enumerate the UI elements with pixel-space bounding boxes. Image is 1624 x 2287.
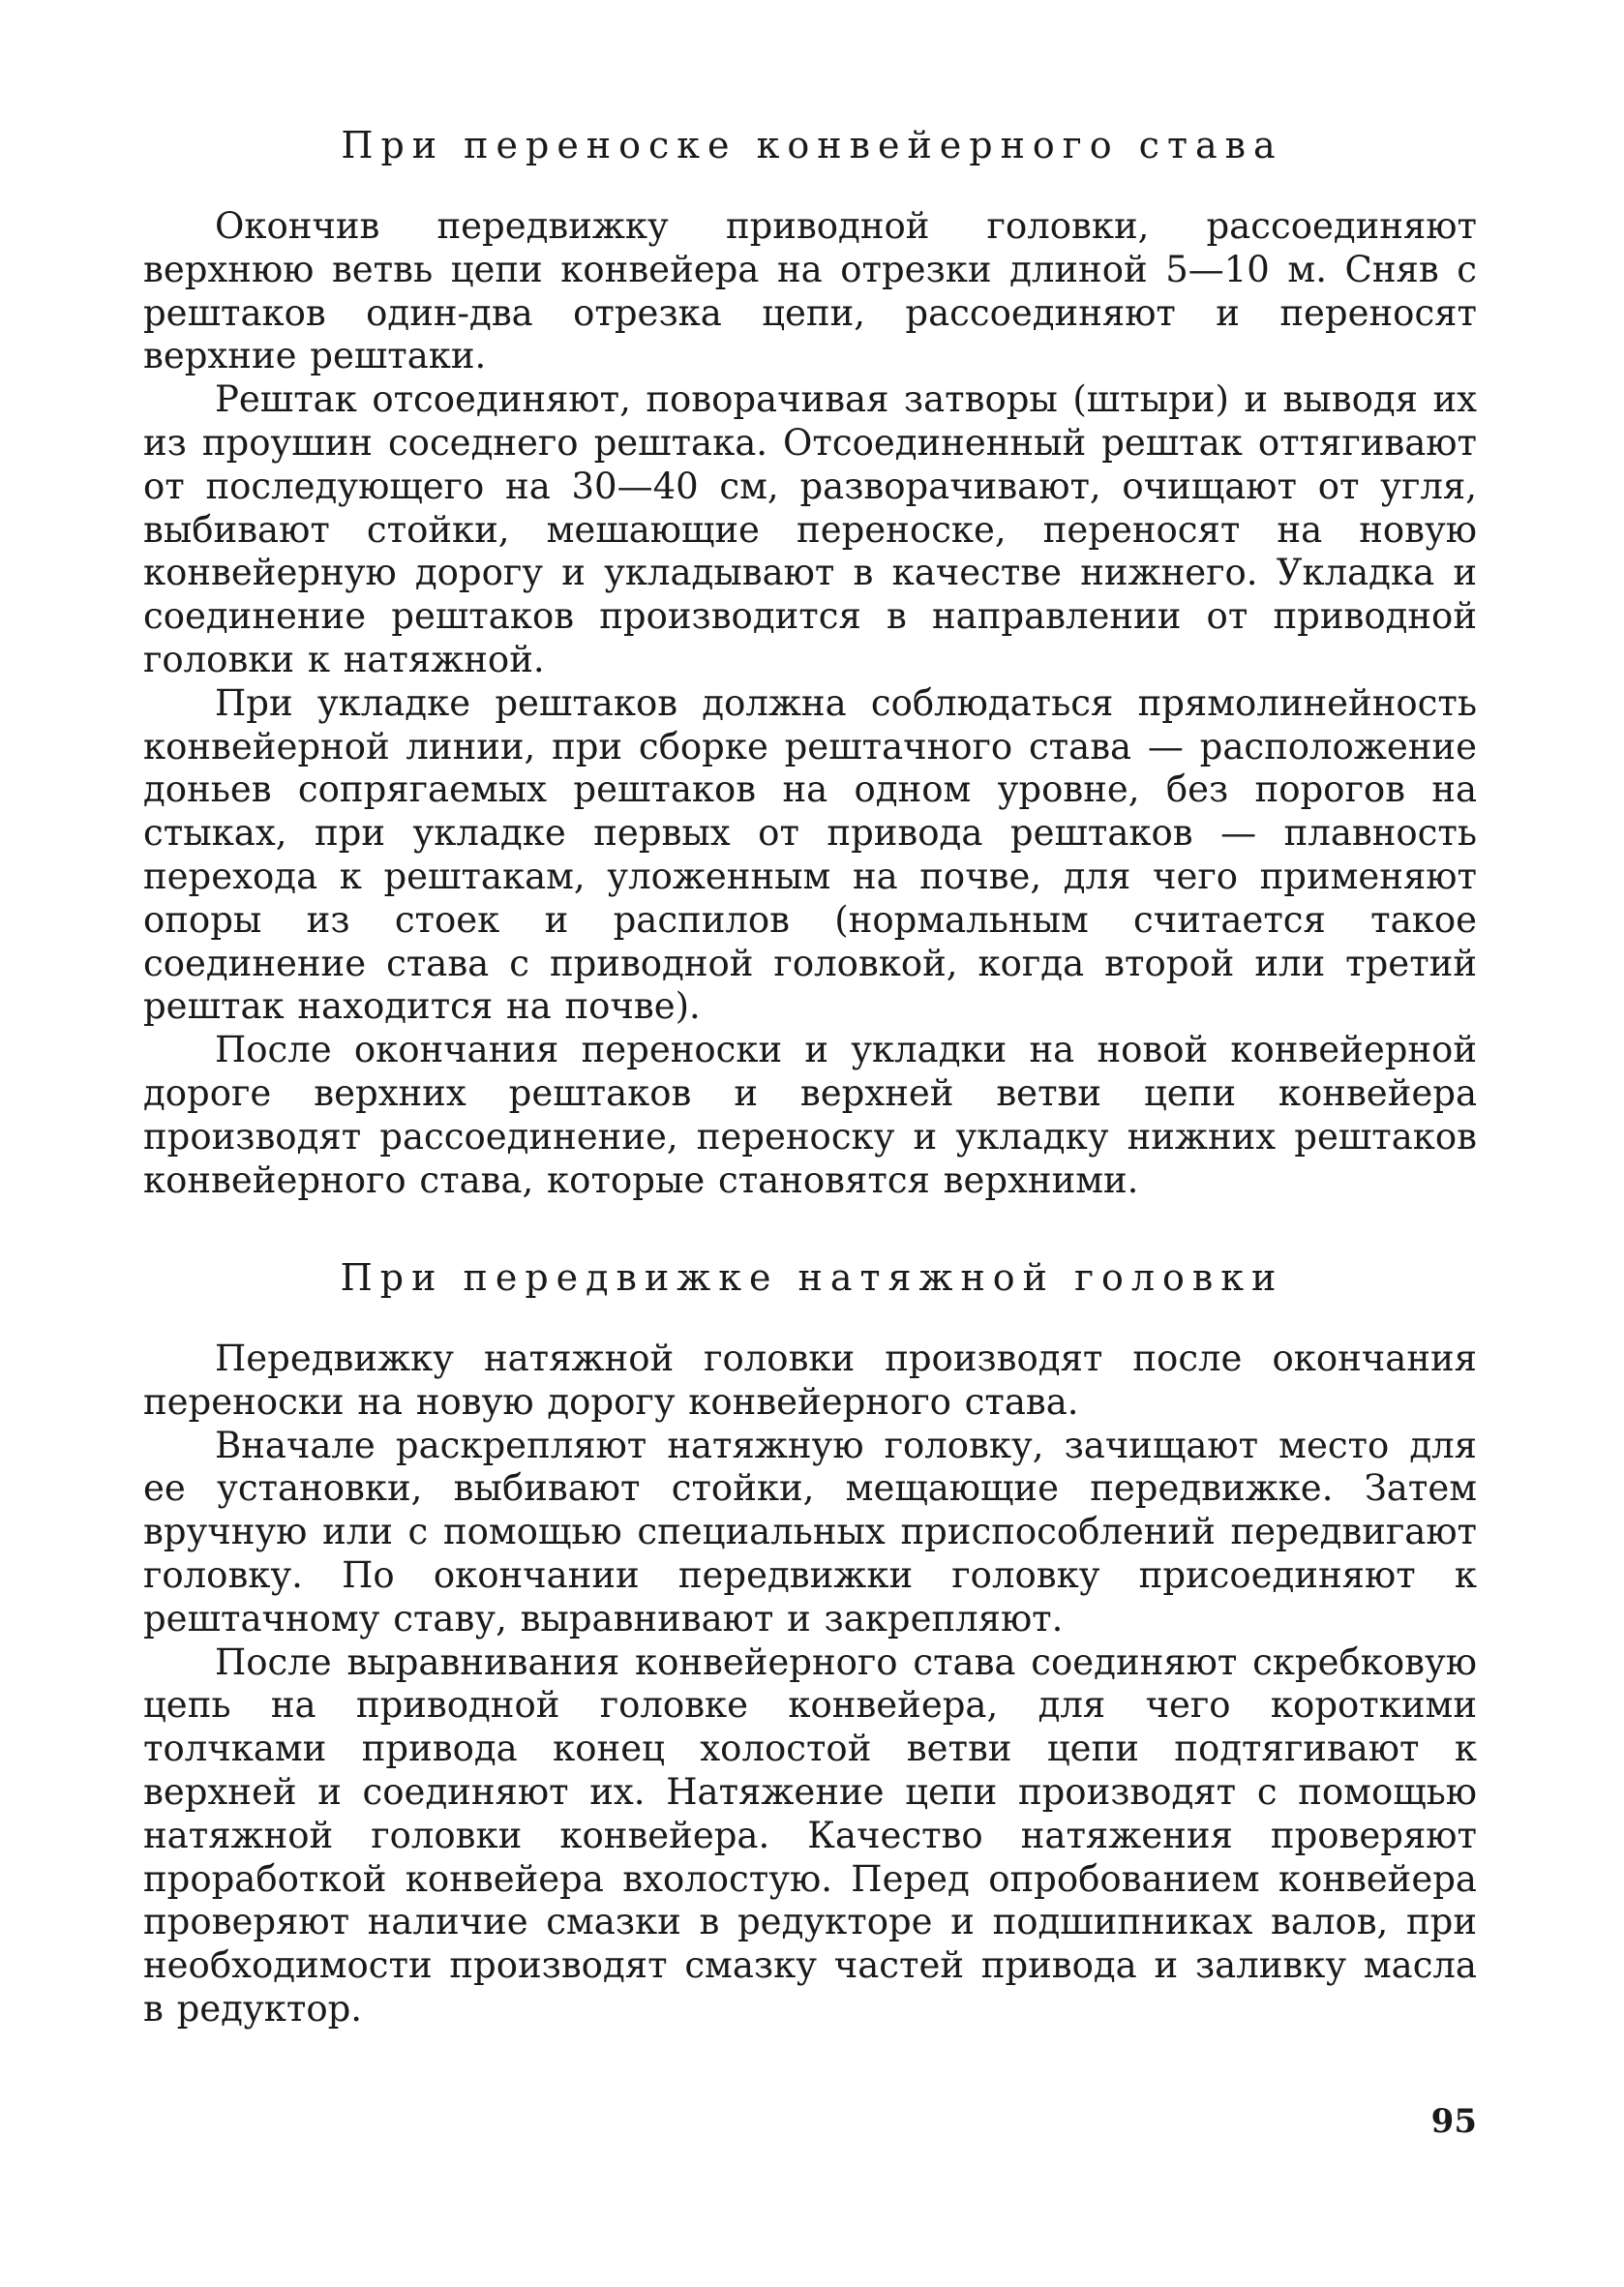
paragraph: После окончания переноски и укладки на новой конвейерной дороге верхних рештаков и верхней ветви цепи конвейера производят рассоединение, переноску и укладку нижних рештаков конвейерного става, которые становятся верхними.: [143, 1029, 1477, 1201]
paragraph: После выравнивания конвейерного става соединяют скребковую цепь на приводной головке конвейера, для чего короткими толчками привода конец холостой ветви цепи подтягивают к верхней и соединяют их. Натяжение цепи производят с помощью натяжной головки конвейера. Качество натяжения проверяют проработкой конвейера вхолостую. Перед опробованием конвейера проверяют наличие смазки в редукторе и подшипниках валов, при необходимости производят смазку частей привода и заливку масла в редуктор.: [143, 1640, 1477, 2030]
section-tension-head-body: [143, 1338, 1477, 2031]
section-heading-stav: При переноске конвейерного става: [341, 124, 1283, 166]
paragraph: Окончив передвижку приводной головки, рассоединяют верхнюю ветвь цепи конвейера на отрезки длиной 5—10 м. Сняв с рештаков один-два отрезка цепи, рассоединяют и переносят верхние рештаки.: [143, 205, 1477, 377]
paragraph: Передвижку натяжной головки производят после окончания переноски на новую дорогу конвейерного става.: [143, 1338, 1477, 1423]
paragraph: Рештак отсоединяют, поворачивая затворы (штыри) и выводя их из проушин соседнего рештака. Отсоединенный рештак оттягивают от последующего на 30—40 см, разворачивают, очищают от угля, выбивают стойки, мешающие переноске, переносят на новую конвейерную дорогу и укладывают в качестве нижнего. Укладка и соединение рештаков производится в направлении от приводной головки к натяжной.: [143, 378, 1477, 680]
paragraph: Вначале раскрепляют натяжную головку, зачищают место для ее установки, выбивают стойки, мещающие передвижке. Затем вручную или с помощью специальных приспособлений передвигают головку. По окончании передвижки головку присоединяют к рештачному ставу, выравнивают и закрепляют.: [143, 1424, 1477, 1640]
page-number: 95: [1430, 2102, 1477, 2141]
paragraph: При укладке рештаков должна соблюдаться прямолинейность конвейерной линии, при сборке рештачного става — расположение доньев сопрягаемых рештаков на одном уровне, без порогов на стыках, при укладке первых от привода рештаков — плавность перехода к рештакам, уложенным на почве, для чего применяют опоры из стоек и распилов (нормальным считается такое соединение става с приводной головкой, когда второй или третий рештак находится на почве).: [143, 681, 1477, 1028]
section-stav-body: [143, 205, 1477, 1202]
section-heading-tension-head: При передвижке натяжной головки: [340, 1256, 1284, 1299]
